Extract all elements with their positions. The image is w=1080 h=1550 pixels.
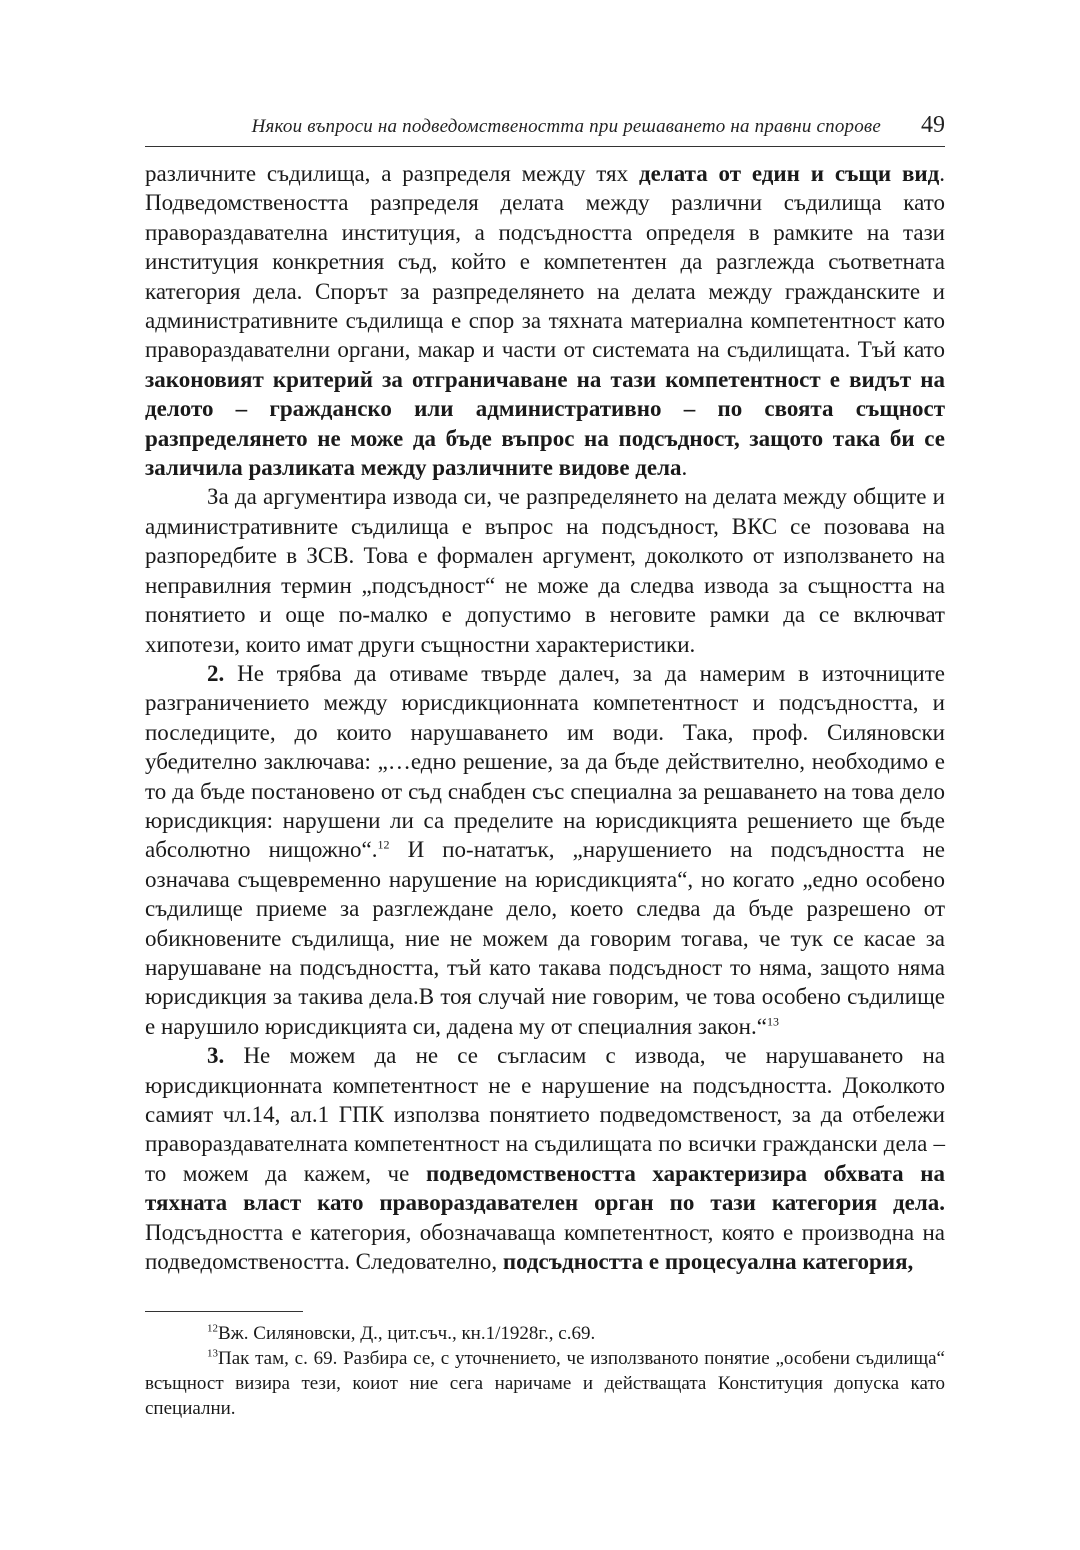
footnote-ref-12[interactable]: 12 [377, 837, 390, 852]
paragraph-1 [145, 159, 945, 482]
footnote-ref-13[interactable]: 13 [766, 1014, 779, 1029]
text-run: Подсъдността е категория, обозначаваща компетентност, която е производна на подведомствеността. Следователно, [145, 1219, 945, 1275]
bold-run: подведомствеността характеризира обхвата на тяхната власт като правораздавателен орган по тази категория дела. [145, 1160, 945, 1216]
paragraph-4 [145, 1041, 945, 1276]
body-text [145, 159, 945, 1276]
text-run: И по-нататък, „нарушението на подсъдността не означава същевременно нарушение на юрисдикцията“, но когато „едно особено съдилище приеме за разглеждане дело, което следва да бъде разрешено от обикновените съдилища, ние не можем да говорим тогава, че тук се касае за нарушаване на подсъдността, тъй като такава подсъдност то няма, защото няма юрисдикция за такива дела.В тоя случай ние говорим, че това особено съдилище е нарушило юрисдикцията си, дадена му от специалния закон.“ [145, 837, 945, 1039]
footnote-number: 13 [207, 1347, 218, 1360]
paragraph-3 [145, 659, 945, 1041]
bold-run: подсъдността е процесуална категория, [502, 1249, 914, 1275]
bold-run: законовият критерий за отграничаване на тази компетентност е видът на делото – гражданско или административно – по своята същност разпределянето не може да бъде въпрос на подсъдност, защото така би се заличила разликата между различните видове дела [145, 366, 945, 481]
page-header [145, 112, 945, 147]
footnotes [145, 1321, 945, 1421]
text-run: . Подведомствеността разпределя делата между различни съдилища като правораздавателна институция, а подсъдността определя в рамките на тази институция конкретния съд, който е компетентен да разглежда съответната категория дела. Спорът за разпределянето на делата между гражданските и административните съдилища е спор за тяхната материална компетентност като правораздавателни органи, макар и части от системата на съдилищата. Тъй като [145, 161, 945, 363]
footnote-13 [145, 1346, 945, 1421]
text-run: . [681, 455, 688, 481]
running-title: Някои въпроси на подведомствеността при решаването на правни спорове [251, 116, 881, 137]
bold-run: делата от един и същи вид [638, 161, 940, 186]
text-run: За да аргументира извода си, че разпределянето на делата между общите и административните съдилища е въпрос на подсъдност, ВКС се позовава на разпоредбите в ЗСВ. Това е формален аргумент, доколкото от използването на неправилния термин „подсъдност“ не може да следва извода за същността на понятието и още по-малко е допустимо в неговите рамки да се включват хипотези, които имат други същностни характеристики. [145, 484, 945, 657]
paragraph-2 [145, 482, 945, 658]
footnote-rule [145, 1311, 303, 1312]
text-run: различните съдилища, а разпределя между тях [145, 161, 639, 186]
footnote-text: Пак там, с. 69. Разбира се, с уточнението, че използваното понятие „особени съдилища“ всъщност визира тези, коиот ние сега наричаме и действащата Конституция допуска като специални. [145, 1348, 945, 1419]
section-number: 2. [207, 660, 225, 686]
footnote-12 [145, 1321, 945, 1346]
text-run: Не трябва да отиваме твърде далеч, за да намерим в източниците разграничението между юрисдикционната компетентност и подсъдността, и последиците, до които нарушаването им води. Така, проф. Силяновски убедително заключава: „…едно решение, за да бъде действително, необходимо е то да бъде постановено от съд снабден със специална за решаването на това дело юрисдикция: нарушени ли са пределите на юрисдикцията решението ще бъде абсолютно нищожно“. [145, 660, 945, 863]
footnote-text: Вж. Силяновски, Д., цит.съч., кн.1/1928г., с.69. [218, 1323, 596, 1344]
footnote-number: 12 [207, 1322, 218, 1335]
text-run: Не можем да не се съгласим с извода, че нарушаването на юрисдикционната компетентност не е нарушение на подсъдността. Доколкото самият чл.14, ал.1 ГПК използва понятието подведомственост, за да отбележи правораздавателната компетентност на съдилищата по всички граждански дела – то можем да кажем, че [145, 1043, 945, 1186]
page-number: 49 [921, 112, 945, 138]
section-number: 3. [207, 1043, 225, 1069]
